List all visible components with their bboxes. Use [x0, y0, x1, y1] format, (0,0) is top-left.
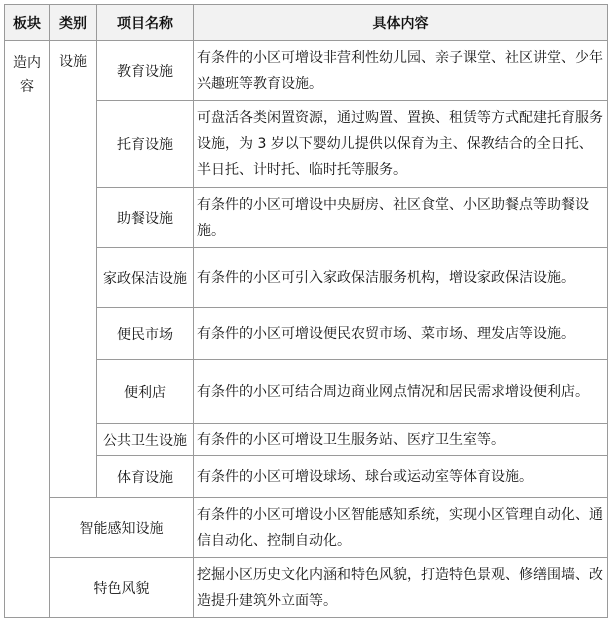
header-board: 板块 — [5, 5, 50, 41]
item-desc: 有条件的小区可增设非营利性幼儿园、亲子课堂、社区讲堂、少年兴趣班等教育设施。 — [194, 41, 608, 101]
item-desc: 有条件的小区可增设球场、球台或运动室等体育设施。 — [194, 456, 608, 498]
item-name: 智能感知设施 — [50, 498, 194, 558]
item-name: 公共卫生设施 — [97, 424, 194, 456]
header-content: 具体内容 — [194, 5, 608, 41]
item-name: 家政保洁设施 — [97, 248, 194, 308]
item-desc: 有条件的小区可结合周边商业网点情况和居民需求增设便利店。 — [194, 360, 608, 424]
item-name: 便民市场 — [97, 308, 194, 360]
board-cell — [5, 41, 50, 618]
item-name: 教育设施 — [97, 41, 194, 101]
header-item-name: 项目名称 — [97, 5, 194, 41]
item-desc: 有条件的小区可增设卫生服务站、医疗卫生室等。 — [194, 424, 608, 456]
content-table — [4, 4, 608, 618]
item-name: 特色风貌 — [50, 558, 194, 618]
item-desc: 可盘活各类闲置资源，通过购置、置换、租赁等方式配建托育服务设施，为 3 岁以下婴幼儿提供以保育为主、保教结合的全日托、半日托、计时托、临时托等服务。 — [194, 101, 608, 188]
item-name: 便利店 — [97, 360, 194, 424]
item-desc: 有条件的小区可引入家政保洁服务机构，增设家政保洁设施。 — [194, 248, 608, 308]
item-desc: 有条件的小区可增设小区智能感知系统，实现小区管理自动化、通信自动化、控制自动化。 — [194, 498, 608, 558]
category-cell: 设施 — [50, 41, 97, 498]
table-row — [5, 498, 608, 558]
header-category: 类别 — [50, 5, 97, 41]
board-label: 造内容 — [13, 55, 41, 95]
item-name: 托育设施 — [97, 101, 194, 188]
item-name: 体育设施 — [97, 456, 194, 498]
table-header-row — [5, 5, 608, 41]
item-name: 助餐设施 — [97, 188, 194, 248]
table-row — [5, 41, 608, 101]
item-desc: 有条件的小区可增设中央厨房、社区食堂、小区助餐点等助餐设施。 — [194, 188, 608, 248]
item-desc: 挖掘小区历史文化内涵和特色风貌，打造特色景观、修缮围墙、改造提升建筑外立面等。 — [194, 558, 608, 618]
table-row — [5, 558, 608, 618]
item-desc: 有条件的小区可增设便民农贸市场、菜市场、理发店等设施。 — [194, 308, 608, 360]
